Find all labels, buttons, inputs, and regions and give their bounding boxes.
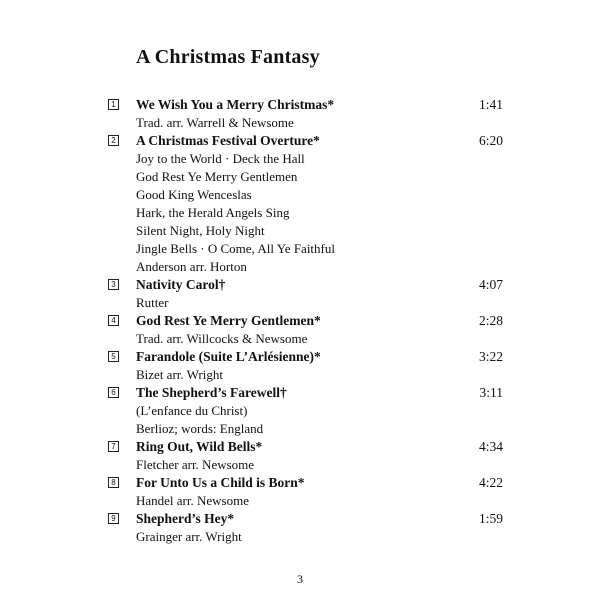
track-number-box: 7 (108, 441, 119, 452)
track-header (0, 132, 600, 150)
track-title: Nativity Carol† (136, 277, 226, 292)
track-credit-line: Trad. arr. Willcocks & Newsome (136, 331, 308, 346)
track-credit-line: Fletcher arr. Newsome (136, 457, 255, 472)
track-credit-line: Good King Wenceslas (136, 187, 252, 202)
track-credit-line: Trad. arr. Warrell & Newsome (136, 115, 294, 130)
track-item (0, 510, 600, 546)
track-item (0, 132, 600, 276)
track-number-box: 9 (108, 513, 119, 524)
track-item (0, 348, 600, 384)
track-duration: 1:59 (478, 511, 503, 526)
track-number-box: 1 (108, 99, 119, 110)
track-credit-line: Berlioz; words: England (136, 421, 264, 436)
track-number-box: 2 (108, 135, 119, 146)
track-credit-line: Anderson arr. Horton (136, 259, 247, 274)
track-item (0, 438, 600, 474)
track-credit-line: Rutter (136, 295, 169, 310)
track-header (0, 474, 600, 492)
track-duration: 3:22 (478, 349, 503, 364)
track-credit-line: Jingle Bells · O Come, All Ye Faithful (136, 241, 335, 256)
track-credit-line: Handel arr. Newsome (136, 493, 249, 508)
track-duration: 1:41 (478, 97, 503, 112)
track-item (0, 96, 600, 132)
track-duration: 4:34 (478, 439, 503, 454)
track-header (0, 510, 600, 528)
track-title: Shepherd’s Hey* (136, 511, 235, 526)
track-number-box: 6 (108, 387, 119, 398)
track-title: The Shepherd’s Farewell† (136, 385, 287, 400)
track-header (0, 276, 600, 294)
page-number: 3 (297, 572, 303, 586)
track-credit-line: Grainger arr. Wright (136, 529, 242, 544)
track-header (0, 438, 600, 456)
track-number-box: 5 (108, 351, 119, 362)
track-number-box: 4 (108, 315, 119, 326)
track-item (0, 276, 600, 312)
track-duration: 3:11 (479, 385, 503, 400)
track-title: We Wish You a Merry Christmas* (136, 97, 335, 112)
track-duration: 2:28 (478, 313, 503, 328)
track-duration: 6:20 (478, 133, 503, 148)
track-title: A Christmas Festival Overture* (136, 133, 320, 148)
track-item (0, 384, 600, 438)
track-credit-line: Silent Night, Holy Night (136, 223, 265, 238)
track-number-box: 3 (108, 279, 119, 290)
track-credit-line: (L’enfance du Christ) (136, 403, 248, 418)
track-item (0, 312, 600, 348)
track-credit-line: Joy to the World · Deck the Hall (136, 151, 305, 166)
track-duration: 4:22 (478, 475, 503, 490)
page-title: A Christmas Fantasy (136, 46, 320, 68)
track-header (0, 348, 600, 366)
track-credit-line: God Rest Ye Merry Gentlemen (136, 169, 298, 184)
track-list (0, 96, 600, 546)
track-title: God Rest Ye Merry Gentlemen* (136, 313, 321, 328)
track-credit-line: Hark, the Herald Angels Sing (136, 205, 290, 220)
track-duration: 4:07 (478, 277, 503, 292)
track-credit-line: Bizet arr. Wright (136, 367, 223, 382)
track-title: For Unto Us a Child is Born* (136, 475, 305, 490)
track-number-box: 8 (108, 477, 119, 488)
track-header (0, 384, 600, 402)
track-item (0, 474, 600, 510)
track-title: Farandole (Suite L’Arlésienne)* (136, 349, 321, 364)
track-title: Ring Out, Wild Bells* (136, 439, 263, 454)
track-header (0, 96, 600, 114)
track-header (0, 312, 600, 330)
